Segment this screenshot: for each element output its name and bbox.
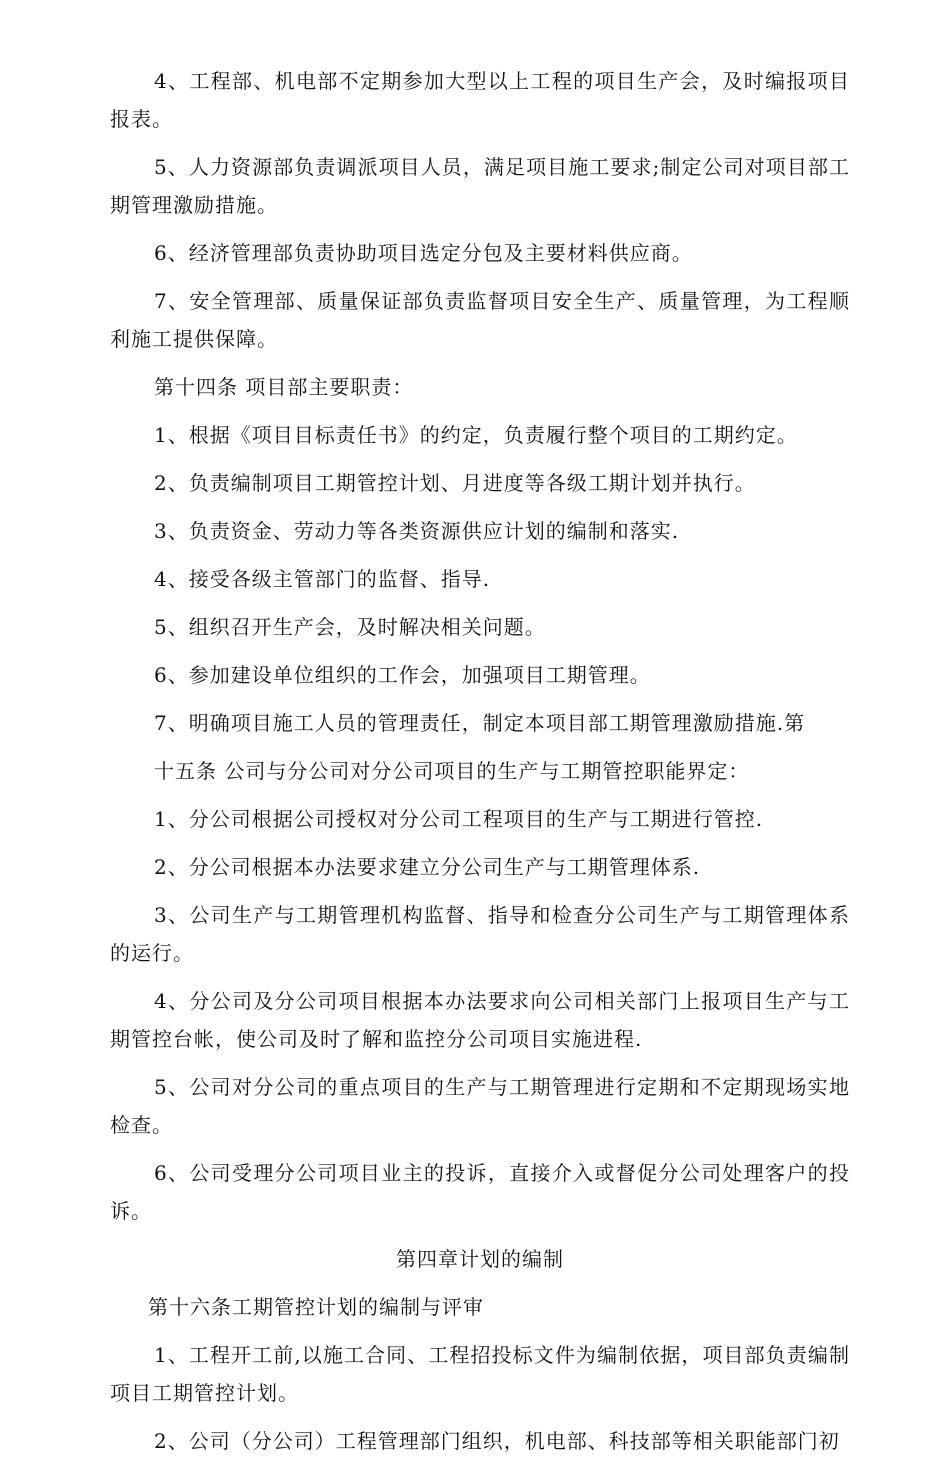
paragraph: 5、组织召开生产会，及时解决相关问题。 [154, 615, 546, 639]
paragraph: 6、参加建设单位组织的工作会，加强项目工期管理。 [154, 663, 651, 687]
article-heading: 第十六条工期管控计划的编制与评审 [148, 1295, 484, 1319]
chapter-title: 第四章计划的编制 [396, 1247, 564, 1271]
paragraph: 2、负责编制项目工期管控计划、月进度等各级工期计划并执行。 [154, 471, 756, 495]
paragraph: 7、明确项目施工人员的管理责任，制定本项目部工期管理激励措施.第 [154, 711, 806, 735]
paragraph: 4、工程部、机电部不定期参加大型以上工程的项目生产会，及时编报项目报表。 [110, 69, 850, 131]
paragraph: 1、工程开工前,以施工合同、工程招投标文件为编制依据，项目部负责编制项目工期管控计划。 [110, 1343, 850, 1405]
paragraph: 5、人力资源部负责调派项目人员，满足项目施工要求;制定公司对项目部工期管理激励措施。 [110, 155, 850, 217]
paragraph: 6、经济管理部负责协助项目选定分包及主要材料供应商。 [154, 241, 693, 265]
paragraph: 2、分公司根据本办法要求建立分公司生产与工期管理体系. [154, 855, 701, 879]
paragraph: 1、分公司根据公司授权对分公司工程项目的生产与工期进行管控. [154, 807, 764, 831]
paragraph: 4、分公司及分公司项目根据本办法要求向公司相关部门上报项目生产与工期管控台帐，使公司及时了解和监控分公司项目实施进程. [110, 989, 850, 1051]
paragraph: 4、接受各级主管部门的监督、指导. [154, 567, 491, 591]
article-heading: 第十四条 项目部主要职责： [154, 375, 414, 399]
paragraph: 3、负责资金、劳动力等各类资源供应计划的编制和落实. [154, 519, 680, 543]
paragraph: 5、公司对分公司的重点项目的生产与工期管理进行定期和不定期现场实地检查。 [110, 1075, 850, 1137]
document-page [110, 62, 850, 1470]
paragraph: 2、公司（分公司）工程管理部门组织，机电部、科技部等相关职能部门初 [154, 1429, 840, 1453]
paragraph: 7、安全管理部、质量保证部负责监督项目安全生产、质量管理，为工程顺利施工提供保障。 [110, 289, 850, 351]
article-heading: 十五条 公司与分公司对分公司项目的生产与工期管控职能界定： [154, 759, 750, 783]
paragraph: 1、根据《项目目标责任书》的约定，负责履行整个项目的工期约定。 [154, 423, 798, 447]
paragraph: 6、公司受理分公司项目业主的投诉，直接介入或督促分公司处理客户的投诉。 [110, 1161, 850, 1223]
paragraph: 3、公司生产与工期管理机构监督、指导和检查分公司生产与工期管理体系的运行。 [110, 903, 850, 965]
